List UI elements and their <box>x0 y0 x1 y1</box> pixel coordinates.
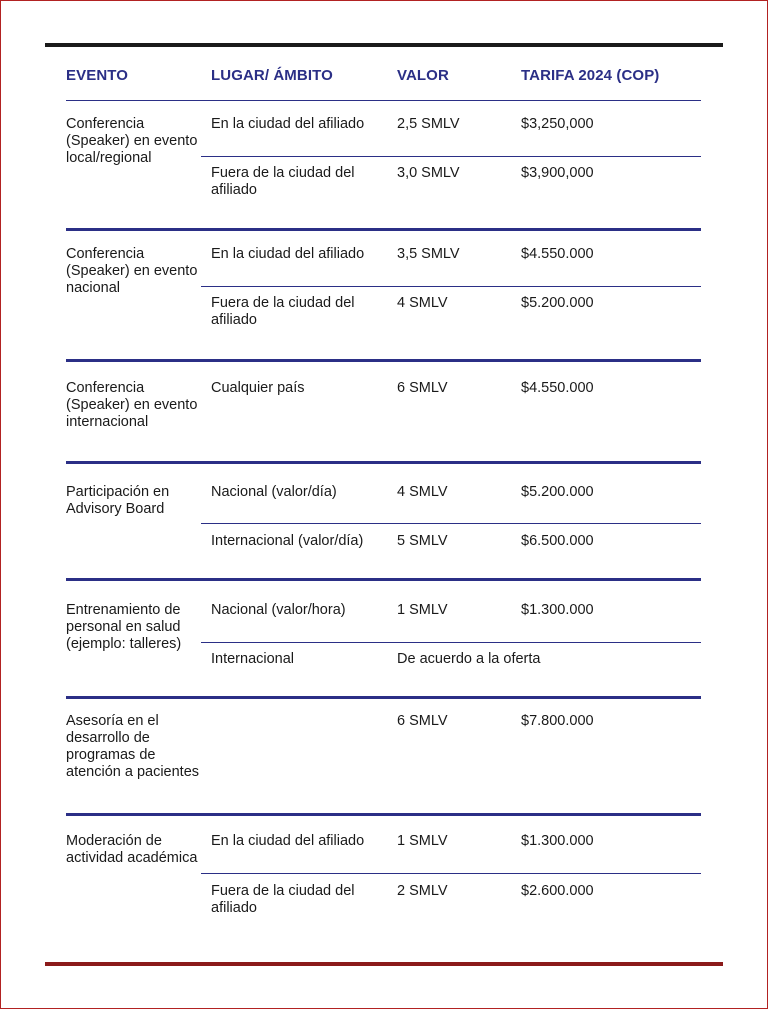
bottom-rule <box>45 962 723 966</box>
value-cell: 3,5 SMLV <box>397 246 460 262</box>
row-divider-thin <box>201 642 701 643</box>
row-divider <box>66 228 701 231</box>
header-event: EVENTO <box>66 67 129 84</box>
place-cell: Fuera de la ciudad del afiliado <box>211 165 355 198</box>
event-cell: Conferencia (Speaker) en evento internacional <box>66 380 198 430</box>
rate-cell: $1.300.000 <box>521 833 594 849</box>
rate-cell: $1.300.000 <box>521 602 594 618</box>
event-cell: Conferencia (Speaker) en evento local/regional <box>66 116 198 166</box>
rate-cell: $3,250,000 <box>521 116 594 132</box>
row-divider-thin <box>201 286 701 287</box>
event-cell: Asesoría en el desarrollo de programas de atención a pacientes <box>66 713 200 780</box>
value-cell: 4 SMLV <box>397 484 448 500</box>
event-cell: Conferencia (Speaker) en evento nacional <box>66 246 198 296</box>
place-cell: Internacional (valor/día) <box>211 533 364 549</box>
header-rate: TARIFA 2024 (COP) <box>521 67 660 84</box>
event-cell: Entrenamiento de personal en salud (ejemplo: talleres) <box>66 602 182 652</box>
value-cell: 3,0 SMLV <box>397 165 460 181</box>
row-divider <box>66 696 701 699</box>
place-cell: En la ciudad del afiliado <box>211 246 365 262</box>
place-cell: Fuera de la ciudad del afiliado <box>211 883 355 916</box>
value-cell: 1 SMLV <box>397 833 448 849</box>
header-divider <box>66 100 701 101</box>
event-cell: Participación en Advisory Board <box>66 484 170 517</box>
row-divider <box>66 813 701 816</box>
rate-cell: $2.600.000 <box>521 883 594 899</box>
header-value: VALOR <box>397 67 449 84</box>
row-divider <box>66 359 701 362</box>
row-divider-thin <box>201 523 701 524</box>
place-cell: Nacional (valor/hora) <box>211 602 346 618</box>
value-span-cell: De acuerdo a la oferta <box>397 651 541 667</box>
place-cell: En la ciudad del afiliado <box>211 833 365 849</box>
place-cell: Nacional (valor/día) <box>211 484 337 500</box>
rate-cell: $7.800.000 <box>521 713 594 729</box>
row-divider <box>66 461 701 464</box>
value-cell: 1 SMLV <box>397 602 448 618</box>
value-cell: 4 SMLV <box>397 295 448 311</box>
row-divider-thin <box>201 156 701 157</box>
value-cell: 6 SMLV <box>397 713 448 729</box>
row-divider-thin <box>201 873 701 874</box>
value-cell: 5 SMLV <box>397 533 448 549</box>
place-cell: En la ciudad del afiliado <box>211 116 365 132</box>
rate-cell: $6.500.000 <box>521 533 594 549</box>
value-cell: 6 SMLV <box>397 380 448 396</box>
rate-cell: $4.550.000 <box>521 380 594 396</box>
row-divider <box>66 578 701 581</box>
header-place: LUGAR/ ÁMBITO <box>211 67 333 84</box>
rate-cell: $3,900,000 <box>521 165 594 181</box>
top-rule <box>45 43 723 47</box>
event-cell: Moderación de actividad académica <box>66 833 198 866</box>
value-cell: 2,5 SMLV <box>397 116 460 132</box>
rate-cell: $5.200.000 <box>521 295 594 311</box>
place-cell: Fuera de la ciudad del afiliado <box>211 295 355 328</box>
rate-cell: $5.200.000 <box>521 484 594 500</box>
place-cell: Cualquier país <box>211 380 305 396</box>
place-cell: Internacional <box>211 651 295 667</box>
value-cell: 2 SMLV <box>397 883 448 899</box>
rate-cell: $4.550.000 <box>521 246 594 262</box>
